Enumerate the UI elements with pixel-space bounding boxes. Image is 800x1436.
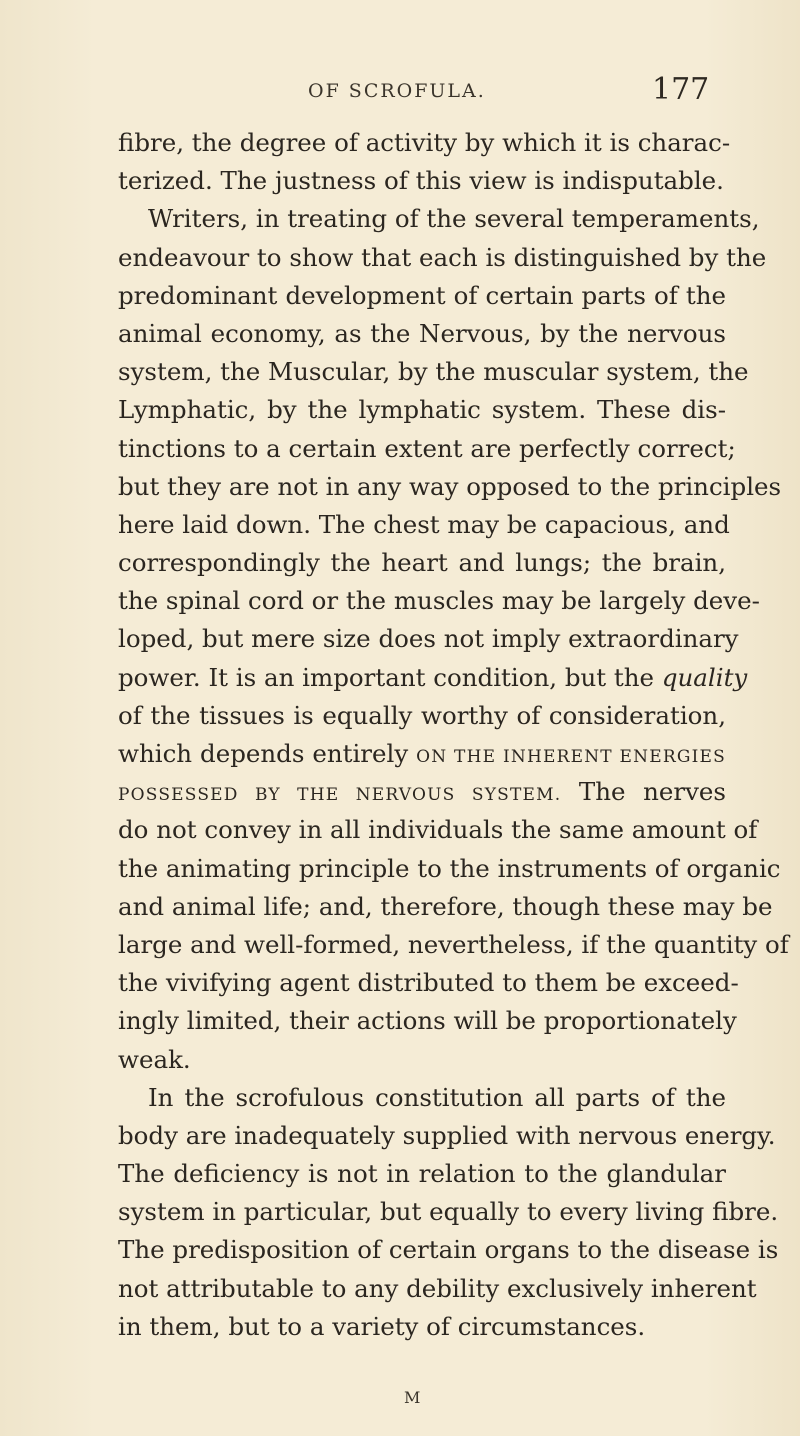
- signature-mark: M: [404, 1388, 421, 1407]
- text-line: the vivifying agent distributed to them be exceed-: [118, 968, 739, 998]
- text-line: endeavour to show that each is distinguished by the: [118, 242, 767, 272]
- body-text: [118, 124, 789, 1346]
- small-caps-phrase: POSSESSED BY THE NERVOUS SYSTEM.: [118, 785, 562, 806]
- text-line: system, the Muscular, by the muscular system, the: [118, 357, 749, 387]
- text-line: ingly limited, their actions will be proportionately: [118, 1006, 737, 1036]
- text-line: predominant development of certain parts of the: [118, 280, 726, 310]
- text-line: Lymphatic, by the lymphatic system. These dis-: [118, 395, 726, 425]
- text-line: [118, 773, 726, 811]
- text-line: tinctions to a certain extent are perfectly correct;: [118, 433, 736, 463]
- text-line: loped, but mere size does not imply extraordinary: [118, 624, 739, 654]
- text-line: correspondingly the heart and lungs; the brain,: [118, 548, 726, 578]
- text-line: the animating principle to the instruments of organic: [118, 853, 781, 883]
- text-line: but they are not in any way opposed to the principles: [118, 471, 782, 501]
- text-segment: which depends entirely: [118, 739, 417, 768]
- text-line: The deficiency is not in relation to the glandular: [118, 1159, 726, 1189]
- page-header: [0, 72, 800, 112]
- text-line: and animal life; and, therefore, though these may be: [118, 891, 773, 921]
- text-line: terized. The justness of this view is indisputable.: [118, 166, 724, 196]
- running-head: OF SCROFULA.: [308, 80, 486, 102]
- page-number: 177: [652, 72, 710, 107]
- text-line: the spinal cord or the muscles may be largely deve-: [118, 586, 760, 616]
- text-line: The predisposition of certain organs to the disease is: [118, 1235, 779, 1265]
- text-segment: power. It is an important condition, but the: [118, 662, 662, 692]
- text-line: of the tissues is equally worthy of consideration,: [118, 700, 726, 730]
- text-line: [118, 735, 726, 773]
- text-line: in them, but to a variety of circumstances.: [118, 1311, 646, 1341]
- text-line: [118, 659, 748, 697]
- text-line: large and well-formed, nevertheless, if the quantity of: [118, 929, 789, 959]
- text-segment: The nerves: [561, 777, 726, 807]
- italic-word: quality: [661, 662, 748, 692]
- text-line: here laid down. The chest may be capacious, and: [118, 509, 730, 539]
- text-line: body are inadequately supplied with nervous energy.: [118, 1120, 776, 1150]
- text-line: do not convey in all individuals the same amount of: [118, 815, 758, 845]
- text-line: system in particular, but equally to every living fibre.: [118, 1197, 779, 1227]
- text-line: weak.: [118, 1044, 191, 1074]
- text-line: Writers, in treating of the several temperaments,: [148, 204, 760, 234]
- text-line: In the scrofulous constitution all parts of the: [148, 1082, 726, 1112]
- text-line: animal economy, as the Nervous, by the nervous: [118, 318, 726, 348]
- text-line: not attributable to any debility exclusively inherent: [118, 1273, 757, 1303]
- small-caps-phrase: ON THE INHERENT ENERGIES: [416, 747, 726, 767]
- text-line: fibre, the degree of activity by which it is charac-: [118, 128, 731, 157]
